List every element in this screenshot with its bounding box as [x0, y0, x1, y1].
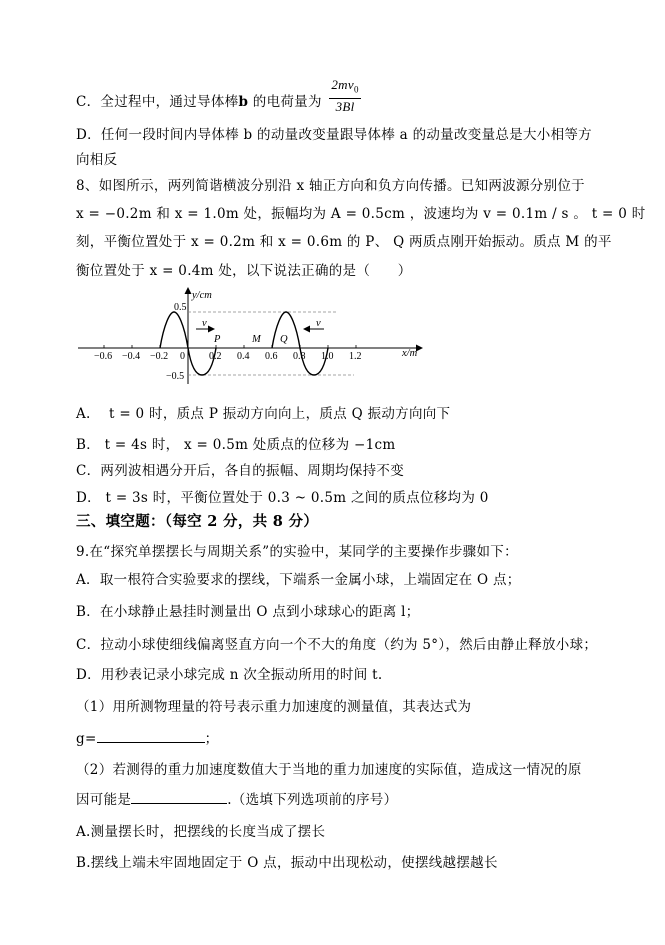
reason-answer-blank[interactable]: [131, 803, 227, 804]
part2-prefix: 因可能是: [76, 792, 132, 808]
q8-line2: x = −0.2m 和 x = 1.0m 处，振幅均为 A = 0.5cm ，波速均为 v = 0.1m / s 。 t = 0 时: [76, 206, 646, 222]
point-m-label: M: [252, 334, 261, 345]
x-tick-label: 0: [180, 351, 185, 362]
q9-choice-a: A.测量摆长时，把摆线的长度当成了摆长: [76, 824, 326, 840]
q9-step-d: D．用秒表记录小球完成 n 次全振动所用的时间 t.: [76, 667, 383, 683]
q8-option-c: C．两列波相遇分开后，各自的振幅、周期均保持不变: [76, 463, 405, 479]
q9-part2-line1: （2）若测得的重力加速度数值大于当地的重力加速度的实际值，造成这一情况的原: [76, 762, 582, 778]
g-prefix: g=: [76, 731, 97, 747]
q8-option-b: B． t = 4s 时， x = 0.5m 处质点的位移为 −1cm: [76, 437, 396, 453]
point-q-label: Q: [280, 334, 288, 345]
option-c-prefix: C．全过程中，通过导体棒: [76, 94, 239, 110]
x-tick-label: −0.4: [122, 351, 141, 362]
q8-line1: 8、如图所示，两列简谐横波分别沿 x 轴正方向和负方向传播。已知两波源分别位于: [76, 178, 585, 194]
x-tick-label: 1.0: [321, 351, 334, 362]
fraction-denominator: 3Bl: [335, 98, 355, 114]
q8-option-d: D． t = 3s 时，平衡位置处于 0.3 ~ 0.5m 之间的质点位移均为 0: [76, 490, 489, 506]
q8-line4: 衡位置处于 x = 0.4m 处，以下说法正确的是（ ）: [76, 263, 412, 279]
option-d-line1: D．任何一段时间内导体棒 b 的动量改变量跟导体棒 a 的动量改变量总是大小相等方: [76, 127, 592, 143]
q8-line3: 刻，平衡位置处于 x = 0.2m 和 x = 0.6m 的 P、 Q 两质点刚开始振动。质点 M 的平: [76, 234, 612, 250]
y-tick-top: 0.5: [174, 302, 187, 313]
charge-fraction: [329, 77, 360, 114]
x-tick-label: 0.6: [265, 351, 278, 362]
q9-g-line: [76, 727, 218, 747]
option-c-line: [76, 77, 364, 114]
q9-part1: （1）用所测物理量的符号表示重力加速度的测量值，其表达式为: [76, 699, 472, 715]
q9-part2-line2: [76, 788, 397, 808]
y-tick-bottom: −0.5: [166, 371, 185, 382]
q9-step-a: A．取一根符合实验要求的摆线，下端系一金属小球，上端固定在 O 点；: [76, 572, 521, 588]
velocity-label-right: v: [316, 318, 321, 329]
q9-step-b: B．在小球静止悬挂时测量出 O 点到小球球心的距离 l；: [76, 604, 420, 620]
option-c-b: b: [238, 94, 249, 110]
q9-choice-b: B.摆线上端未牢固地固定于 O 点，振动中出现松动，使摆线越摆越长: [76, 855, 498, 871]
fraction-numerator: 2mv: [331, 77, 354, 93]
g-answer-blank[interactable]: [97, 742, 205, 743]
g-suffix: ；: [204, 731, 219, 747]
point-p-label: P: [214, 334, 221, 345]
q9-step-c: C．拉动小球使细线偏离竖直方向一个不大的角度（约为 5°），然后由静止释放小球；: [76, 637, 598, 653]
velocity-label-left: v: [202, 318, 207, 329]
q9-intro: 9.在“探究单摆摆长与周期关系”的实验中，某同学的主要操作步骤如下：: [76, 544, 518, 560]
x-tick-label: −0.2: [150, 351, 169, 362]
part2-suffix: .（选填下列选项前的序号）: [227, 792, 398, 808]
option-d-line2: 向相反: [76, 152, 118, 168]
x-tick-label: 1.2: [349, 351, 362, 362]
fraction-subscript: 0: [353, 84, 359, 95]
x-axis-label: x/m: [402, 348, 418, 359]
x-tick-label: 0.8: [293, 351, 306, 362]
option-c-mid: 的电荷量为: [248, 94, 322, 110]
q8-option-a: A. t = 0 时，质点 P 振动方向向上，质点 Q 振动方向向下: [76, 406, 451, 422]
x-tick-label: 0.4: [237, 351, 250, 362]
section3-title: 三、填空题：（每空 2 分，共 8 分）: [76, 513, 319, 530]
y-axis-label: y/cm: [192, 290, 212, 301]
x-tick-label: 0.2: [209, 351, 222, 362]
x-tick-label: −0.6: [94, 351, 113, 362]
wave-figure: [76, 284, 436, 384]
